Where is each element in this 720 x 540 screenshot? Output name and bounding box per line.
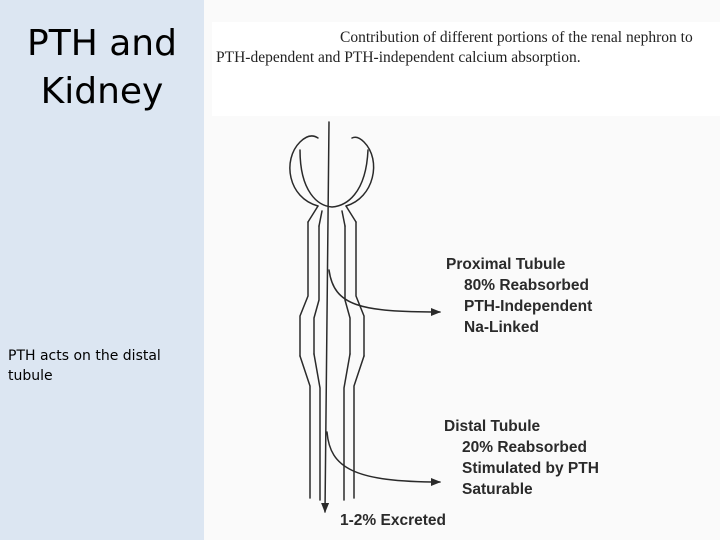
excreted-label: 1-2% Excreted: [340, 512, 446, 529]
capsule-outer: [290, 136, 318, 206]
distal-line-1: 20% Reabsorbed: [462, 439, 587, 456]
proximal-title: Proximal Tubule: [446, 256, 566, 273]
distal-line-2: Stimulated by PTH: [462, 460, 599, 477]
distal-line-3: Saturable: [462, 481, 533, 498]
tubule-neck-inner-left: [319, 211, 322, 226]
slide-title-line-1: PTH and: [27, 23, 177, 64]
proximal-tubule-label: [446, 254, 592, 338]
proximal-inner-left: [314, 226, 319, 354]
slide-note: PTH acts on the distal tubule: [8, 348, 161, 384]
capsule-inner: [300, 150, 368, 207]
distal-tubule-label: [444, 416, 599, 500]
proximal-wall-left: [300, 222, 308, 356]
tubule-neck-right: [346, 206, 356, 222]
proximal-line-3: Na-Linked: [464, 319, 539, 336]
distal-inner-right: [344, 354, 350, 500]
distal-title: Distal Tubule: [444, 418, 541, 435]
proximal-line-1: 80% Reabsorbed: [464, 277, 589, 294]
tubule-neck-left: [308, 206, 318, 222]
proximal-line-2: PTH-Independent: [464, 298, 593, 315]
proximal-wall-right: [356, 222, 364, 356]
distal-inner-left: [314, 354, 320, 500]
distal-wall-left: [300, 356, 310, 498]
slide-title-line-2: Kidney: [40, 71, 164, 112]
flow-line: [325, 122, 329, 512]
figure-caption: Contribution of different portions of the renal nephron to PTH-dependent and PTH-independent calcium absorption.: [216, 29, 693, 66]
proximal-inner-right: [345, 226, 350, 354]
capsule-outer-right: [346, 137, 374, 206]
distal-wall-right: [354, 356, 364, 498]
tubule-neck-inner-right: [342, 211, 345, 226]
